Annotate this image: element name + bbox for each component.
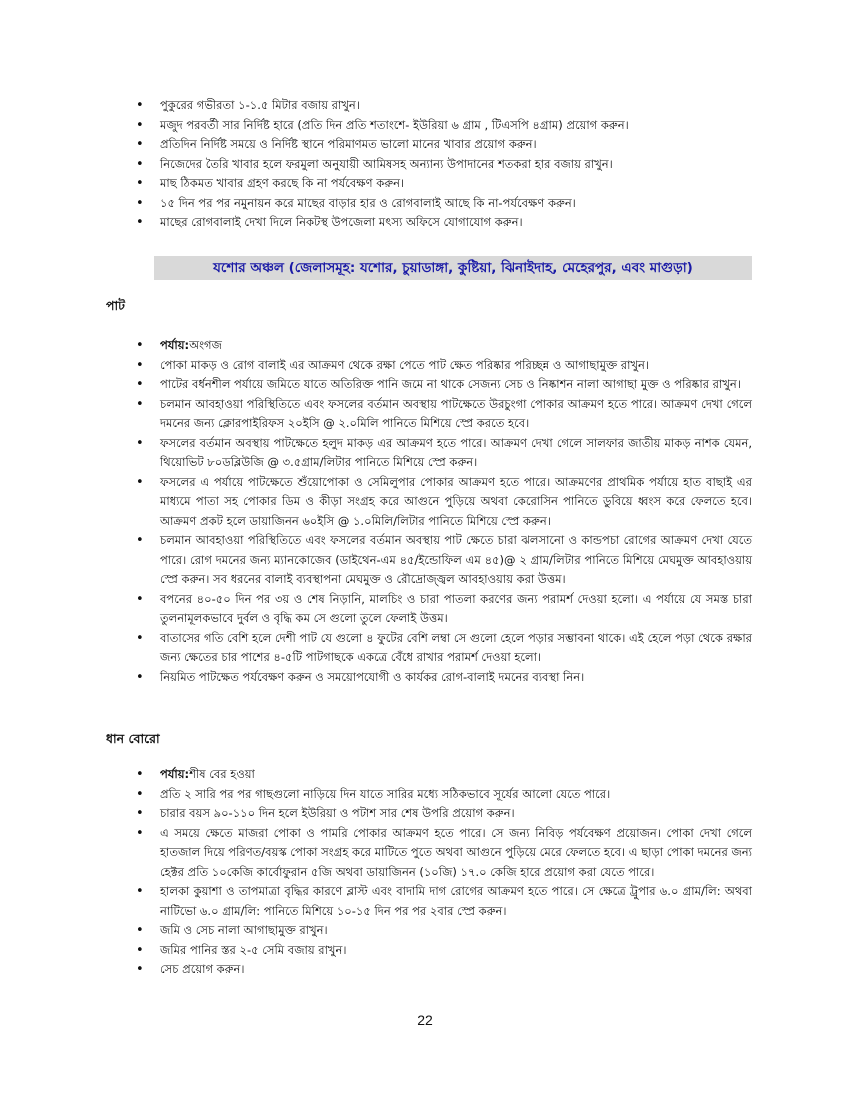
list-item: • ফসলের এ পর্যায়ে পাটক্ষেতে শুঁয়োপোকা ও সেমিলুপার পোকার আক্রমণ হতে পারে। আক্রমণের প্রাথমিক পর্যায়ে হাত বাছাই এর মাধ্যমে পাতা সহ পোকার ডিম ও কীড়া সংগ্রহ করে আগুনে পুড়িয়ে অথবা কেরোসিন পানিতে ডুবিয়ে ধ্বংস করে ফেলতে হবে। আক্রমণ প্রকট হলে ডায়াজিনন ৬০ইসি @ ১.০মিলি/লিটার পানিতে মিশিয়ে স্প্রে করুন। xyxy=(132,473,752,532)
list-item: • চারার বয়স ৯০-১১০ দিন হলে ইউরিয়া ও পটাশ সার শেষ উপরি প্রয়োগ করুন। xyxy=(132,804,752,824)
stage-value: অংগজ xyxy=(189,338,222,352)
list-item: • জমি ও সেচ নালা আগাছামুক্ত রাখুন। xyxy=(132,921,752,941)
stage-item xyxy=(132,765,752,785)
list-item: • হালকা কুয়াশা ও তাপমাত্রা বৃদ্ধির কারণে ব্লাস্ট এবং বাদামি দাগ রোগের আক্রমণ হতে পারে। সে ক্ষেত্রে ট্রুপার ৬.০ গ্রাম/লি: অথবা নাটিভো ৬.০ গ্রাম/লি: পানিতে মিশিয়ে ১০-১৫ দিন পর পর ২বার স্প্রে করুন। xyxy=(132,882,752,921)
region-banner: যশোর অঞ্চল (জেলাসমূহ: যশোর, চুয়াডাঙ্গা, কুষ্টিয়া, ঝিনাইদাহ, মেহেরপুর, এবং মাগুড়া) xyxy=(154,256,752,280)
list-item: • ফসলের বর্তমান অবস্থায় পাটক্ষেতে হলুদ মাকড় এর আক্রমণ হতে পারে। আক্রমণ দেখা গেলে সালফার জাতীয় মাকড় নাশক যেমন, থিয়োভিট ৮০ডব্লিউজি @ ৩.৫গ্রাম/লিটার পানিতে মিশিয়ে স্প্রে করুন। xyxy=(132,434,752,473)
list-item: • পুকুরের গভীরতা ১-১.৫ মিটার বজায় রাখুন। xyxy=(132,96,752,116)
list-item: • প্রতিদিন নির্দিষ্ট সময়ে ও নির্দিষ্ট স্থানে পরিমাণমত ভালো মানের খাবার প্রয়োগ করুন। xyxy=(132,135,752,155)
list-item: • মাছ ঠিকমত খাবার গ্রহণ করছে কি না পর্যবেক্ষণ করুন। xyxy=(132,174,752,194)
stage-item xyxy=(132,336,752,356)
section-heading-boro-rice: ধান বোরো xyxy=(106,731,160,746)
list-item: • মাছের রোগবালাই দেখা দিলে নিকটস্থ উপজেলা মৎস্য অফিসে যোগাযোগ করুন। xyxy=(132,213,752,233)
list-item: • পোকা মাকড় ও রোগ বালাই এর আক্রমণ থেকে রক্ষা পেতে পাট ক্ষেত পরিষ্কার পরিচ্ছন্ন ও আগাছামুক্ত রাখুন। xyxy=(132,356,752,376)
list-item: • চলমান আবহাওয়া পরিস্থিতিতে এবং ফসলের বর্তমান অবস্থায় পাট ক্ষেতে চারা ঝলসানো ও কান্ডপচা রোগের আক্রমণ দেখা যেতে পারে। রোগ দমনের জন্য ম্যানকোজেব (ডাইথেন-এম ৪৫/ইন্ডোফিল এম ৪৫)@ ২ গ্রাম/লিটার পানিতে মিশিয়ে মেঘমুক্ত আবহাওয়ায় স্প্রে করুন। সব ধরনের বালাই ব্যবস্থাপনা মেঘমুক্ত ও রৌদ্রোজ্জ্বল আবহাওয়ায় করা উত্তম। xyxy=(132,531,752,590)
list-item: • বাতাসের গতি বেশি হলে দেশী পাট যে গুলো ৪ ফুটের বেশি লম্বা সে গুলো হেলে পড়ার সম্ভাবনা থাকে। এই হেলে পড়া থেকে রক্ষার জন্য ক্ষেতের চার পাশের ৪-৫টি পাটগাছকে একত্রে বেঁধে রাখার পরামর্শ দেওয়া হলো। xyxy=(132,629,752,668)
pond-management-list xyxy=(132,96,752,233)
list-item: • এ সময়ে ক্ষেতে মাজরা পোকা ও পামরি পোকার আক্রমণ হতে পারে। সে জন্য নিবিড় পর্যবেক্ষণ প্রয়োজন। পোকা দেখা গেলে হাতজাল দিয়ে পরিণত/বয়স্ক পোকা সংগ্রহ করে মাটিতে পুতে অথবা আগুনে পুড়িয়ে মেরে ফেলতে হবে। এ ছাড়া পোকা দমনের জন্য হেক্টর প্রতি ১০কেজি কার্বোফুরান ৫জি অথবা ডায়াজিনন (১০জি) ১৭.০ কেজি হারে প্রয়োগ করা যেতে পারে। xyxy=(132,824,752,883)
section-heading-jute: পাট xyxy=(106,298,125,313)
list-item: • জমির পানির স্তর ২-৫ সেমি বজায় রাখুন। xyxy=(132,941,752,961)
boro-rice-advice-list xyxy=(132,765,752,980)
list-item: • পাটের বর্ধনশীল পর্যায়ে জমিতে যাতে অতিরিক্ত পানি জমে না থাকে সেজন্য সেচ ও নিষ্কাশন নালা আগাছা মুক্ত ও পরিষ্কার রাখুন। xyxy=(132,375,752,395)
list-item: • নিয়মিত পাটক্ষেত পর্যবেক্ষণ করুন ও সময়োপযোগী ও কার্যকর রোগ-বালাই দমনের ব্যবস্থা নিন। xyxy=(132,668,752,688)
page-number: 22 xyxy=(417,1012,433,1028)
jute-advice-list xyxy=(132,336,752,687)
list-item: • নিজেদের তৈরি খাবার হলে ফরমুলা অনুযায়ী আমিষসহ অন্যান্য উপাদানের শতকরা হার বজায় রাখুন। xyxy=(132,155,752,175)
list-item: • প্রতি ২ সারি পর পর গাছগুলো নাড়িয়ে দিন যাতে সারির মধ্যে সঠিকভাবে সূর্যের আলো যেতে পারে। xyxy=(132,785,752,805)
list-item: • সেচ প্রয়োগ করুন। xyxy=(132,960,752,980)
stage-label: পর্যায়: xyxy=(160,338,190,352)
list-item: • চলমান আবহাওয়া পরিস্থিতিতে এবং ফসলের বর্তমান অবস্থায় পাটক্ষেতে উরচুংগা পোকার আক্রমণ হতে পারে। আক্রমণ দেখা গেলে দমনের জন্য ক্লোরপাইরিফস ২০ইসি @ ২.০মিলি পানিতে মিশিয়ে স্প্রে করতে হবে। xyxy=(132,395,752,434)
list-item: • মজুদ পরবর্তী সার নির্দিষ্ট হারে (প্রতি দিন প্রতি শতাংশে- ইউরিয়া ৬ গ্রাম , টিএসপি ৪গ্রাম) প্রয়োগ করুন। xyxy=(132,116,752,136)
stage-value: শীষ বের হওয়া xyxy=(189,767,255,781)
stage-label: পর্যায়: xyxy=(160,767,190,781)
list-item: • ১৫ দিন পর পর নমুনায়ন করে মাছের বাড়ার হার ও রোগবালাই আছে কি না-পর্যবেক্ষণ করুন। xyxy=(132,194,752,214)
list-item: • বপনের ৪০-৫০ দিন পর ৩য় ও শেষ নিড়ানি, মালচিং ও চারা পাতলা করণের জন্য পরামর্শ দেওয়া হলো। এ পর্যায়ে যে সমস্ত চারা তুলনামূলকভাবে দুর্বল ও বৃদ্ধি কম সে গুলো তুলে ফেলাই উত্তম। xyxy=(132,590,752,629)
